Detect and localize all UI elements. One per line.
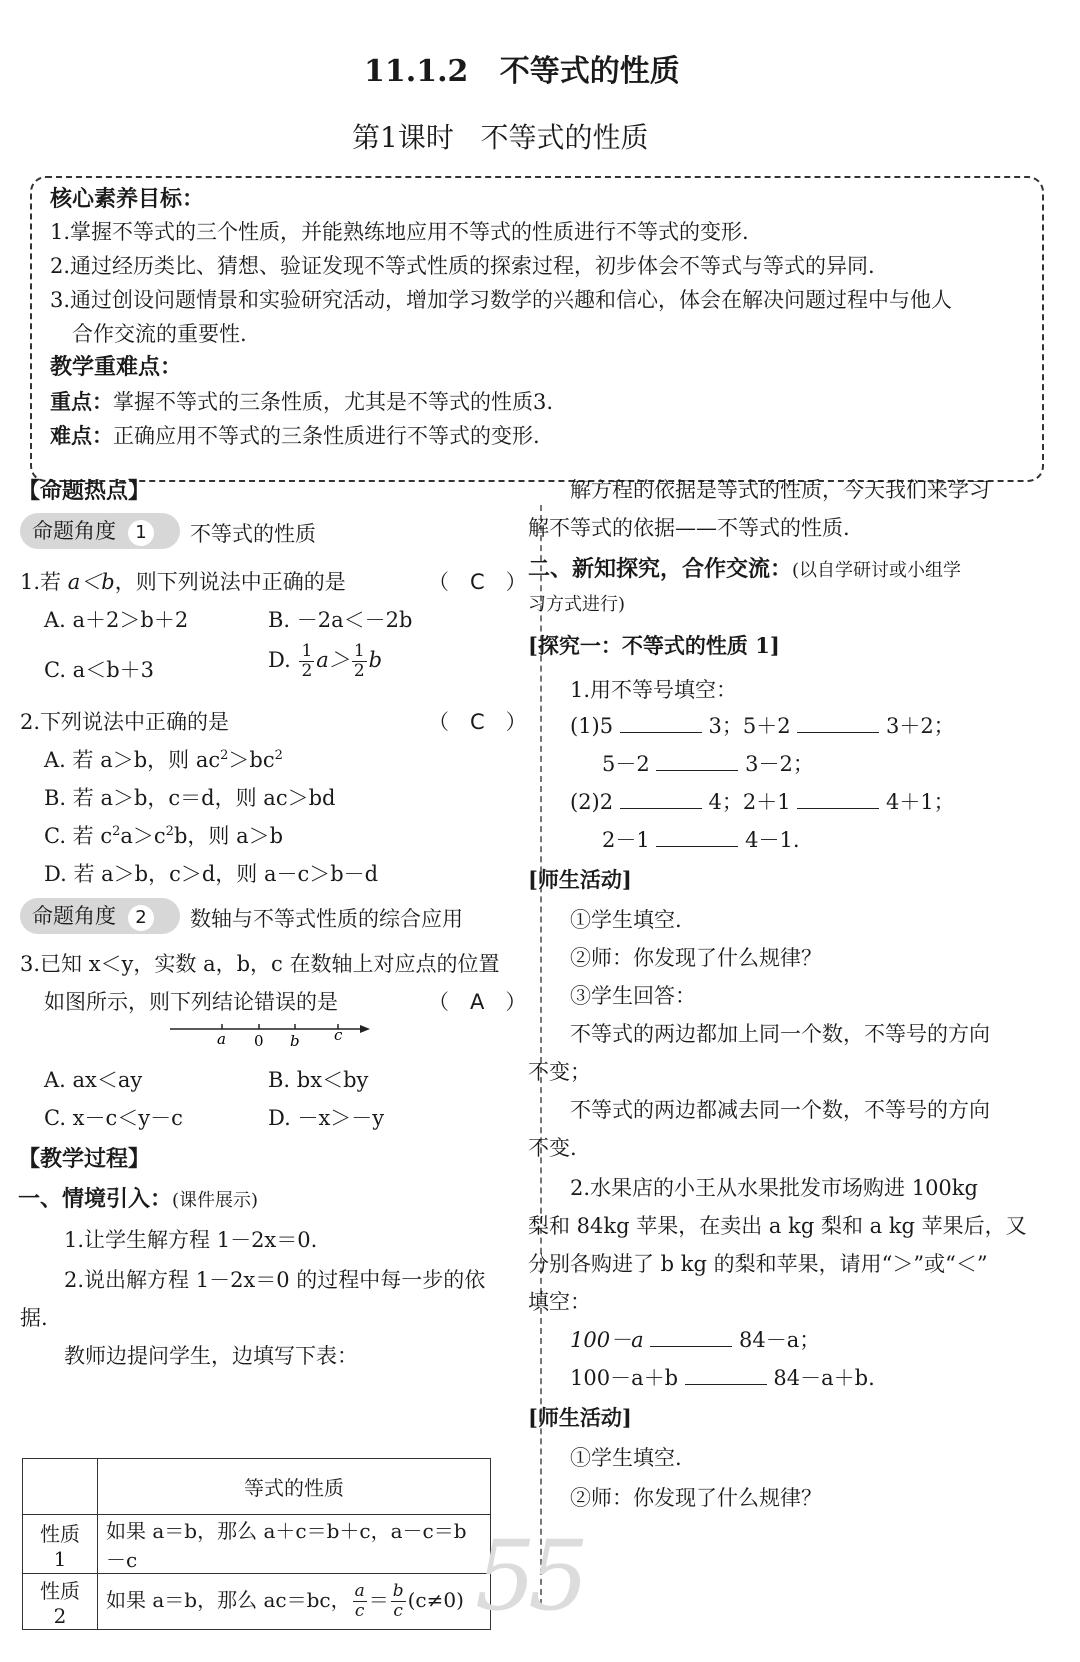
- option: C. x－c＜y－c: [44, 1106, 183, 1130]
- option: B. 若 a＞b，c＝d，则 ac＞bd: [44, 786, 336, 810]
- fill-line: 100－a＋b 84－a＋b.: [570, 1366, 875, 1390]
- goal-item: 3.通过创设问题情景和实验研究活动，增加学习数学的兴趣和信心，体会在解决问题过程中与他人: [50, 288, 953, 312]
- fill-line: (1)5 3；5＋2 3＋2；: [570, 714, 955, 738]
- angle-badge-2: 命题角度 2: [20, 898, 180, 934]
- answer-3: （ A ）: [428, 990, 527, 1014]
- number-line: [160, 1018, 380, 1054]
- question-2: 2.下列说法中正确的是: [20, 710, 230, 734]
- question-1: 1.若 a＜b，则下列说法中正确的是: [20, 570, 346, 594]
- option: D. －x＞－y: [268, 1106, 385, 1130]
- activity-line: ①学生填空.: [570, 1446, 682, 1470]
- option: C. a＜b＋3: [44, 658, 154, 682]
- answer-blank: [650, 1326, 732, 1347]
- table-row-text: 如果 a＝b，那么 a＋c＝b＋c，a－c＝b－c: [98, 1515, 491, 1574]
- answer-blank: [685, 1364, 767, 1385]
- process-heading: 【教学过程】: [18, 1147, 151, 1172]
- step1-line: 2.说出解方程 1－2x＝0 的过程中每一步的依: [64, 1268, 486, 1292]
- goals-heading: 核心素养目标：: [50, 187, 205, 212]
- fill-line: (2)2 4；2＋1 4＋1；: [570, 790, 955, 814]
- table-row-label: 性质 1: [23, 1515, 98, 1574]
- key-point: 重点：掌握不等式的三条性质，尤其是不等式的性质3.: [50, 390, 554, 414]
- difficulty-heading: 教学重难点：: [50, 355, 183, 380]
- activity-line: ②师：你发现了什么规律？: [570, 1486, 822, 1510]
- activity-line: ①学生填空.: [570, 908, 682, 932]
- option: D. $\frac{1}{2}$ a＞ $\frac{1}{2}$ b: [268, 641, 383, 681]
- angle-title-1: 不等式的性质: [190, 522, 316, 546]
- option: D. 若 a＞b，c＞d，则 a－c＞b－d: [44, 862, 379, 886]
- problem-2-line: 2.水果店的小王从水果批发市场购进 100kg: [570, 1176, 978, 1200]
- fill-title: 1.用不等号填空：: [570, 678, 738, 702]
- problem-2-line: 梨和 84kg 苹果，在卖出 a kg 梨和 a kg 苹果后，又: [528, 1214, 1027, 1238]
- answer-blank: [620, 788, 702, 809]
- option: B. －2a＜－2b: [268, 608, 413, 632]
- activity-line: 不变；: [528, 1060, 591, 1084]
- step2-heading: 二、新知探究，合作交流：(以自学研讨或小组学: [528, 557, 962, 582]
- lesson-title: 第1课时 不等式的性质: [352, 121, 649, 154]
- axis-label-0: 0: [254, 1032, 264, 1050]
- fill-line: 100－a 84－a；: [570, 1328, 821, 1352]
- hard-point: 难点：正确应用不等式的三条性质进行不等式的变形.: [50, 424, 540, 448]
- page-number: 55: [475, 1520, 582, 1632]
- answer-2: （ C ）: [428, 710, 527, 734]
- option: A. a＋2＞b＋2: [44, 608, 189, 632]
- activity-line: 不等式的两边都加上同一个数，不等号的方向: [570, 1022, 990, 1046]
- table-header: 等式的性质: [98, 1459, 491, 1515]
- answer-blank: [797, 788, 879, 809]
- step1-line: 据.: [20, 1306, 48, 1330]
- activity-line: ②师：你发现了什么规律？: [570, 946, 822, 970]
- explore-heading: [探究一：不等式的性质 1]: [528, 633, 780, 658]
- angle-badge-1: 命题角度 1: [20, 513, 180, 549]
- problem-2-line: 填空：: [528, 1290, 591, 1314]
- axis-arrow: [360, 1025, 370, 1033]
- axis-label-c: c: [334, 1026, 343, 1044]
- activity-heading: [师生活动]: [528, 867, 632, 892]
- fill-line: 5－2 3－2；: [602, 752, 814, 776]
- problem-2-line: 分别各购进了 b kg 的梨和苹果，请用“＞”或“＜”: [528, 1252, 988, 1276]
- step1-heading: 一、情境引入：(课件展示): [18, 1187, 259, 1212]
- table-row-text: 如果 a＝b，那么 ac＝bc， $\frac{a}{c}$ ＝ $\frac{b}{c}$ (c≠0): [98, 1574, 491, 1630]
- hotspot-heading: 【命题热点】: [18, 479, 151, 504]
- goal-item: 1.掌握不等式的三个性质，并能熟练地应用不等式的性质进行不等式的变形.: [50, 220, 749, 244]
- question-3: 3.已知 x＜y，实数 a，b，c 在数轴上对应点的位置: [20, 952, 500, 976]
- intro-line: 解方程的依据是等式的性质，今天我们来学习: [570, 478, 990, 502]
- goal-item: 合作交流的重要性.: [72, 322, 247, 346]
- answer-blank: [656, 750, 738, 771]
- question-3-cont: 如图所示，则下列结论错误的是: [44, 990, 338, 1014]
- answer-1: （ C ）: [428, 570, 527, 594]
- activity-line: ③学生回答：: [570, 984, 696, 1008]
- step1-line: 教师边提问学生，边填写下表：: [64, 1344, 358, 1368]
- activity-heading: [师生活动]: [528, 1405, 632, 1430]
- goal-item: 2.通过经历类比、猜想、验证发现不等式性质的探索过程，初步体会不等式与等式的异同.: [50, 254, 875, 278]
- option: A. ax＜ay: [44, 1068, 143, 1092]
- equality-properties-table: [22, 1458, 491, 1630]
- table-row-label: 性质 2: [23, 1574, 98, 1630]
- fill-line: 2－1 4－1.: [602, 828, 800, 852]
- answer-blank: [797, 712, 879, 733]
- option: A. 若 a＞b，则 $ac^2>bc^2$: [44, 748, 283, 772]
- answer-blank: [656, 826, 738, 847]
- step1-line: 1.让学生解方程 1－2x＝0.: [64, 1228, 318, 1252]
- option: B. bx＜by: [268, 1068, 369, 1092]
- option: C. 若 $c^2a>c^2b$，则 a＞b: [44, 824, 284, 848]
- activity-line: 不等式的两边都减去同一个数，不等号的方向: [570, 1098, 990, 1122]
- activity-line: 不变.: [528, 1136, 577, 1160]
- section-title: 11.1.2 不等式的性质: [364, 54, 680, 89]
- step2-note: 习方式进行): [528, 594, 626, 615]
- axis-label-b: b: [290, 1032, 300, 1050]
- axis-label-a: a: [217, 1030, 226, 1048]
- column-divider: [540, 505, 542, 1605]
- angle-title-2: 数轴与不等式性质的综合应用: [190, 907, 463, 931]
- answer-blank: [620, 712, 702, 733]
- intro-line: 解不等式的依据——不等式的性质.: [528, 516, 850, 540]
